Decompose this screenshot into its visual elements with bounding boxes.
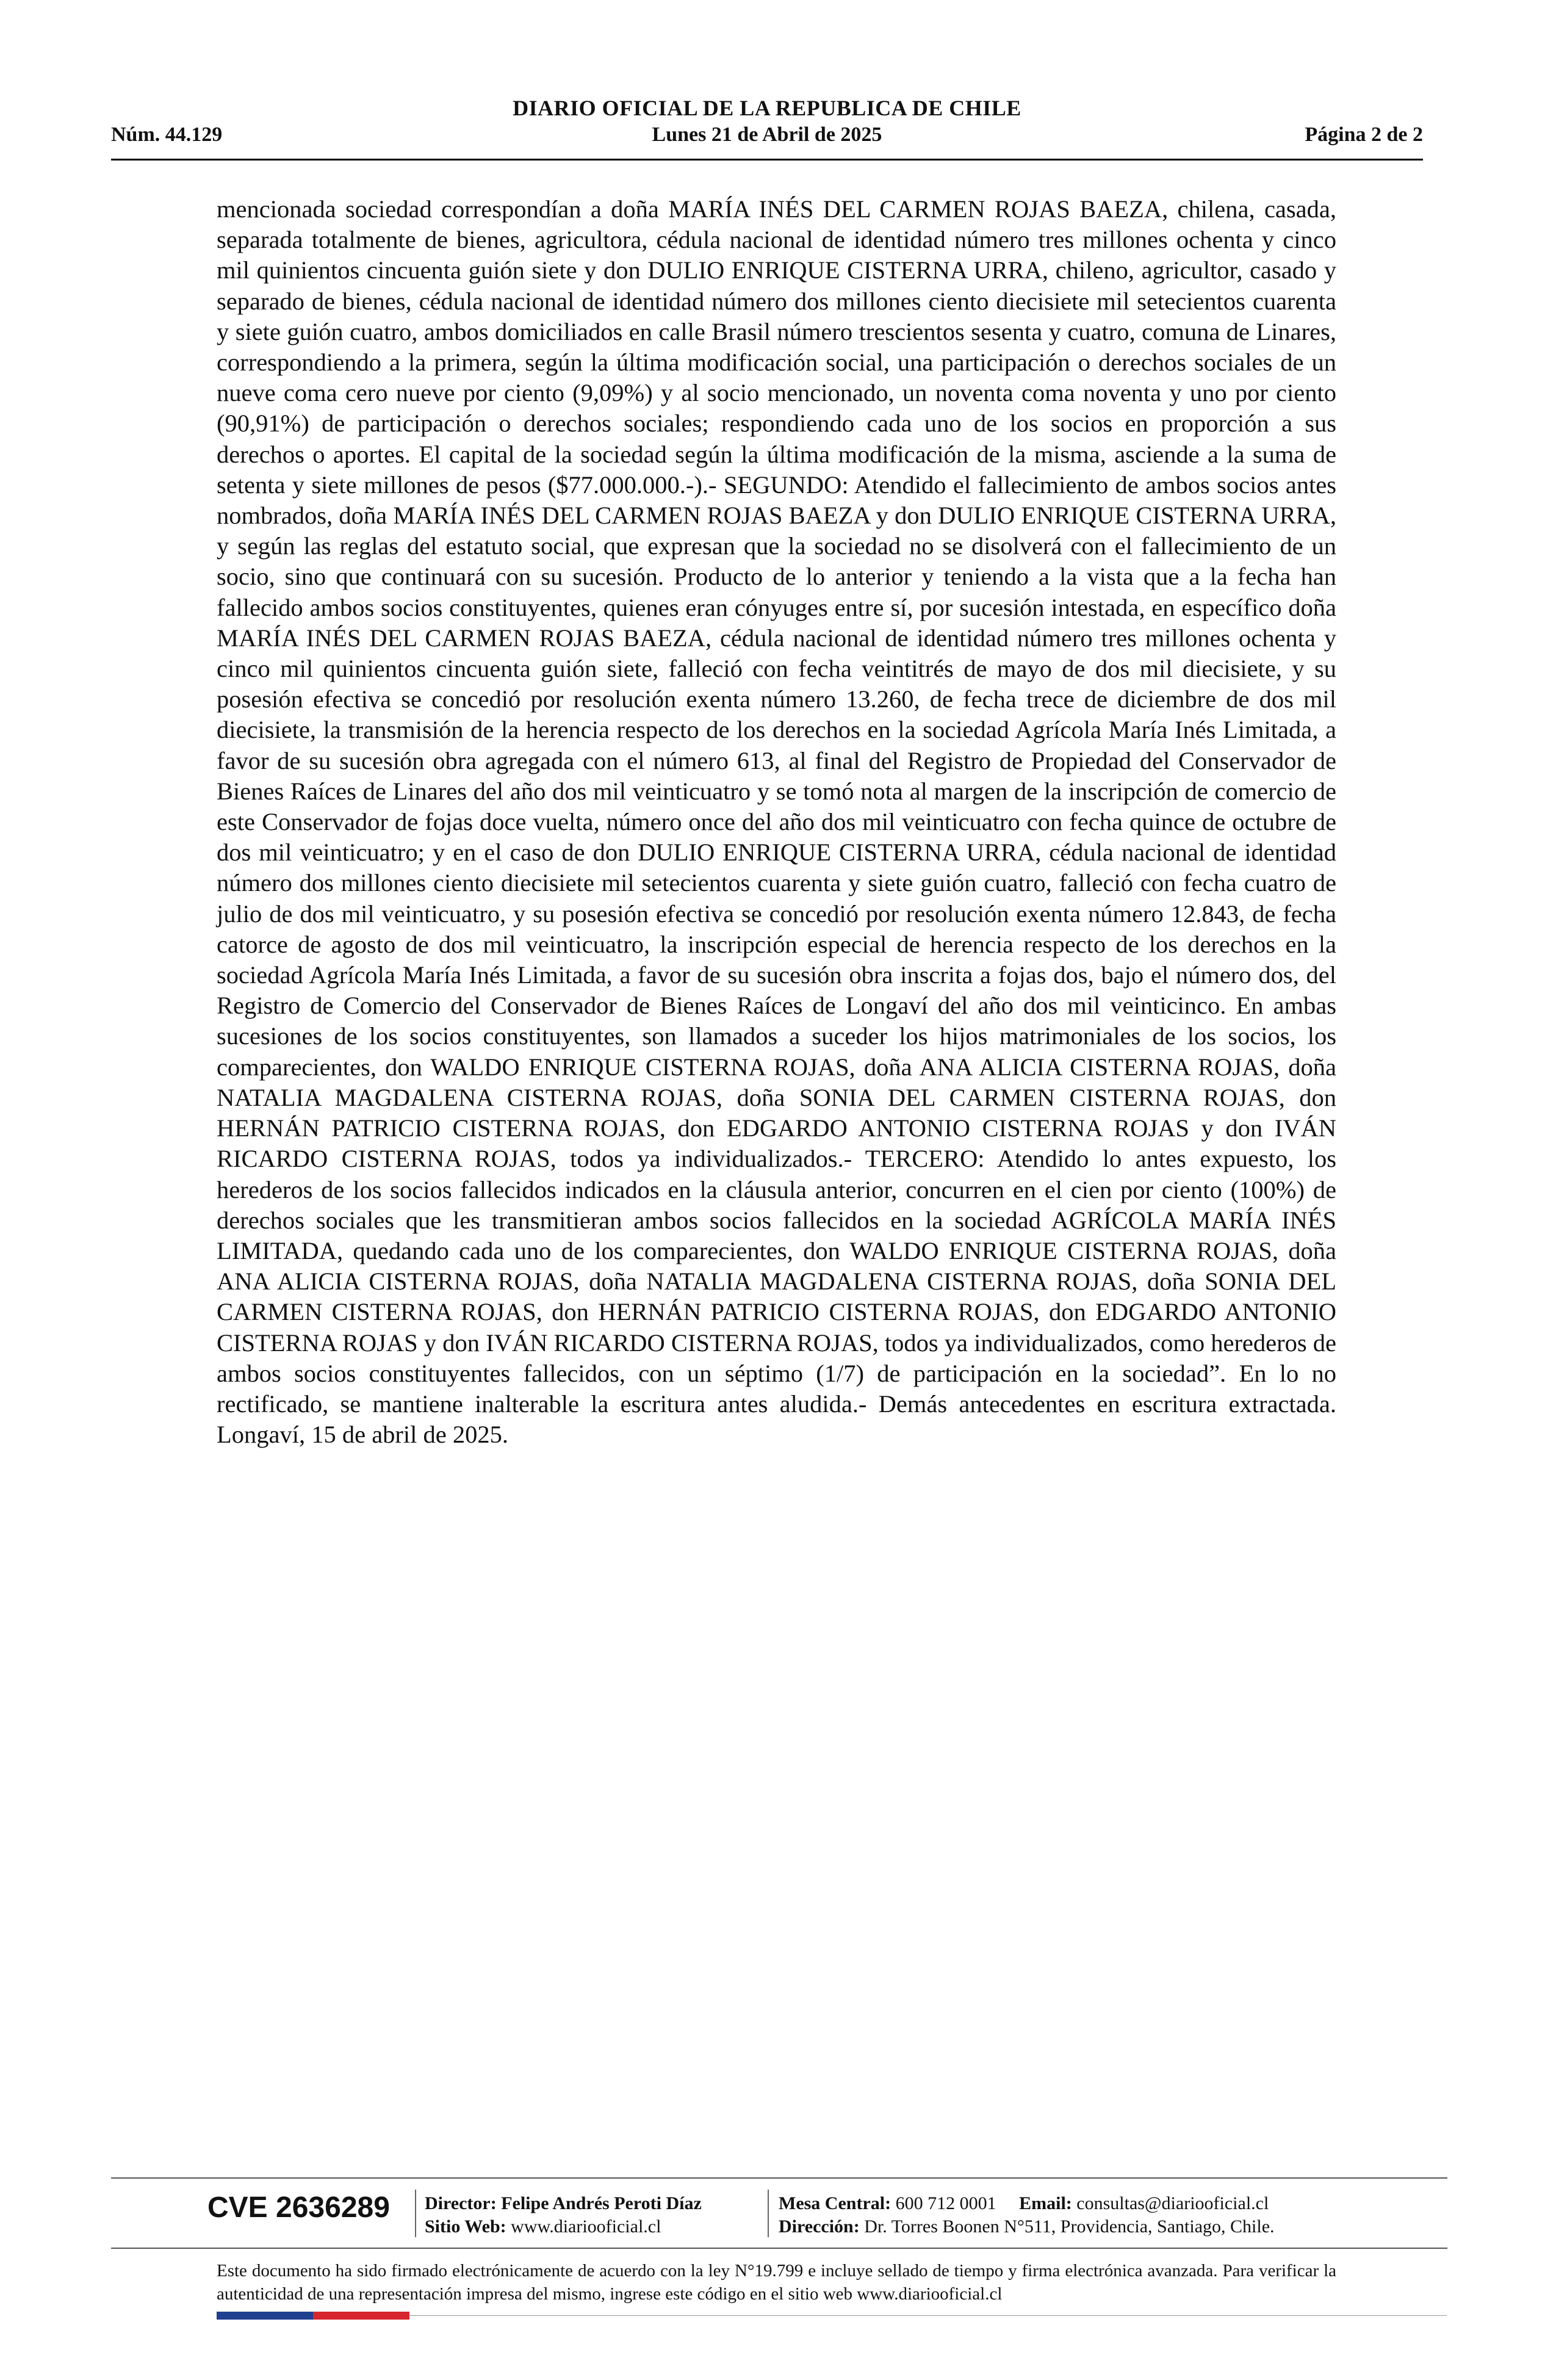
email-label: Email: (1019, 2193, 1072, 2213)
address-value: Dr. Torres Boonen N°511, Providencia, Santiago, Chile. (864, 2216, 1275, 2237)
flag-bar-blue (217, 2312, 313, 2320)
site-label: Sitio Web: (425, 2216, 506, 2237)
footer-bottom-divider (409, 2315, 1447, 2316)
director-name: Felipe Andrés Peroti Díaz (501, 2193, 702, 2213)
director-label: Director: (425, 2193, 497, 2213)
footer-top-divider (111, 2177, 1447, 2179)
site-link[interactable]: www.diariooficial.cl (511, 2216, 661, 2237)
flag-bar-red (313, 2312, 409, 2320)
footer-mid-divider (111, 2248, 1447, 2249)
footer-contact-block (779, 2192, 1275, 2238)
footer-director-block (425, 2192, 702, 2238)
phone-value: 600 712 0001 (895, 2193, 996, 2213)
page-header (111, 92, 1423, 160)
issue-number: Núm. 44.129 (111, 123, 223, 146)
document-body-text: mencionada sociedad correspondían a doña MARÍA INÉS DEL CARMEN ROJAS BAEZA, chilena, casada, separada totalmente de bienes, agricultora, cédula nacional de identidad número tres millones ochenta y cinco mil quinientos cincuenta guión siete y don DULIO ENRIQUE CISTERNA URRA, chileno, agricultor, casado y separado de bienes, cédula nacional de identidad número dos millones ciento diecisiete mil setecientos cuarenta y siete guión cuatro, ambos domiciliados en calle Brasil número trescientos sesenta y cuatro, comuna de Linares, correspondiendo a la primera, según la última modificación social, una participación o derechos sociales de un nueve coma cero nueve por ciento (9,09%) y al socio mencionado, un noventa coma noventa y uno por ciento (90,91%) de participación o derechos sociales; respondiendo cada uno de los socios en proporción a sus derechos o aportes. El capital de la sociedad según la última modificación de la misma, asciende a la suma de setenta y siete millones de pesos ($77.000.000.-).- SEGUNDO: Atendido el fallecimiento de ambos socios antes nombrados, doña MARÍA INÉS DEL CARMEN ROJAS BAEZA y don DULIO ENRIQUE CISTERNA URRA, y según las reglas del estatuto social, que expresan que la sociedad no se disolverá con el fallecimiento de un socio, sino que continuará con su sucesión. Producto de lo anterior y teniendo a la vista que a la fecha han fallecido ambos socios constituyentes, quienes eran cónyuges entre sí, por sucesión intestada, en específico doña MARÍA INÉS DEL CARMEN ROJAS BAEZA, cédula nacional de identidad número tres millones ochenta y cinco mil quinientos cincuenta guión siete, falleció con fecha veintitrés de mayo de dos mil diecisiete, y su posesión efectiva se concedió por resolución exenta número 13.260, de fecha trece de diciembre de dos mil diecisiete, la transmisión de la herencia respecto de los derechos en la sociedad Agrícola María Inés Limitada, a favor de su sucesión obra agregada con el número 613, al final del Registro de Propiedad del Conservador de Bienes Raíces de Linares del año dos mil veinticuatro y se tomó nota al margen de la inscripción de comercio de este Conservador de fojas doce vuelta, número once del año dos mil veinticuatro con fecha quince de octubre de dos mil veinticuatro; y en el caso de don DULIO ENRIQUE CISTERNA URRA, cédula nacional de identidad número dos millones ciento diecisiete mil setecientos cuarenta y siete guión cuatro, falleció con fecha cuatro de julio de dos mil veinticuatro, y su posesión efectiva se concedió por resolución exenta número 12.843, de fecha catorce de agosto de dos mil veinticuatro, la inscripción especial de herencia respecto de los derechos en la sociedad Agrícola María Inés Limitada, a favor de su sucesión obra inscrita a fojas dos, bajo el número dos, del Registro de Comercio del Conservador de Bienes Raíces de Longaví del año dos mil veinticinco. En ambas sucesiones de los socios constituyentes, son llamados a suceder los hijos matrimoniales de los socios, los comparecientes, don WALDO ENRIQUE CISTERNA ROJAS, doña ANA ALICIA CISTERNA ROJAS, doña NATALIA MAGDALENA CISTERNA ROJAS, doña SONIA DEL CARMEN CISTERNA ROJAS, don HERNÁN PATRICIO CISTERNA ROJAS, don EDGARDO ANTONIO CISTERNA ROJAS y don IVÁN RICARDO CISTERNA ROJAS, todos ya individualizados.- TERCERO: Atendido lo antes expuesto, los herederos de los socios fallecidos indicados en la cláusula anterior, concurren en el cien por ciento (100%) de derechos sociales que les transmitieran ambos socios fallecidos en la sociedad AGRÍCOLA MARÍA INÉS LIMITADA, quedando cada uno de los comparecientes, don WALDO ENRIQUE CISTERNA ROJAS, doña ANA ALICIA CISTERNA ROJAS, doña NATALIA MAGDALENA CISTERNA ROJAS, doña SONIA DEL CARMEN CISTERNA ROJAS, don HERNÁN PATRICIO CISTERNA ROJAS, don EDGARDO ANTONIO CISTERNA ROJAS y don IVÁN RICARDO CISTERNA ROJAS, todos ya individualizados, como herederos de ambos socios constituyentes fallecidos, con un séptimo (1/7) de participación en la sociedad”. En lo no rectificado, se mantiene inalterable la escritura antes aludida.- Demás antecedentes en escritura extractada. Longaví, 15 de abril de 2025. (217, 195, 1336, 1449)
phone-label: Mesa Central: (779, 2193, 891, 2213)
address-label: Dirección: (779, 2216, 860, 2237)
cve-code: CVE 2636289 (207, 2191, 390, 2224)
publication-title: DIARIO OFICIAL DE LA REPUBLICA DE CHILE (513, 96, 1021, 120)
page-indicator: Página 2 de 2 (1305, 123, 1423, 146)
footer-divider-2 (768, 2190, 769, 2237)
email-link[interactable]: consultas@diariooficial.cl (1076, 2193, 1269, 2213)
issue-date: Lunes 21 de Abril de 2025 (652, 123, 882, 146)
signature-notice: Este documento ha sido firmado electrónicamente de acuerdo con la ley N°19.799 e incluye sellado de tiempo y firma electrónica avanzada. Para verificar la autenticidad de una representación impresa del mismo, ingrese este código en el sitio web www.diariooficial.cl (217, 2261, 1336, 2304)
footer-divider-1 (415, 2190, 416, 2237)
